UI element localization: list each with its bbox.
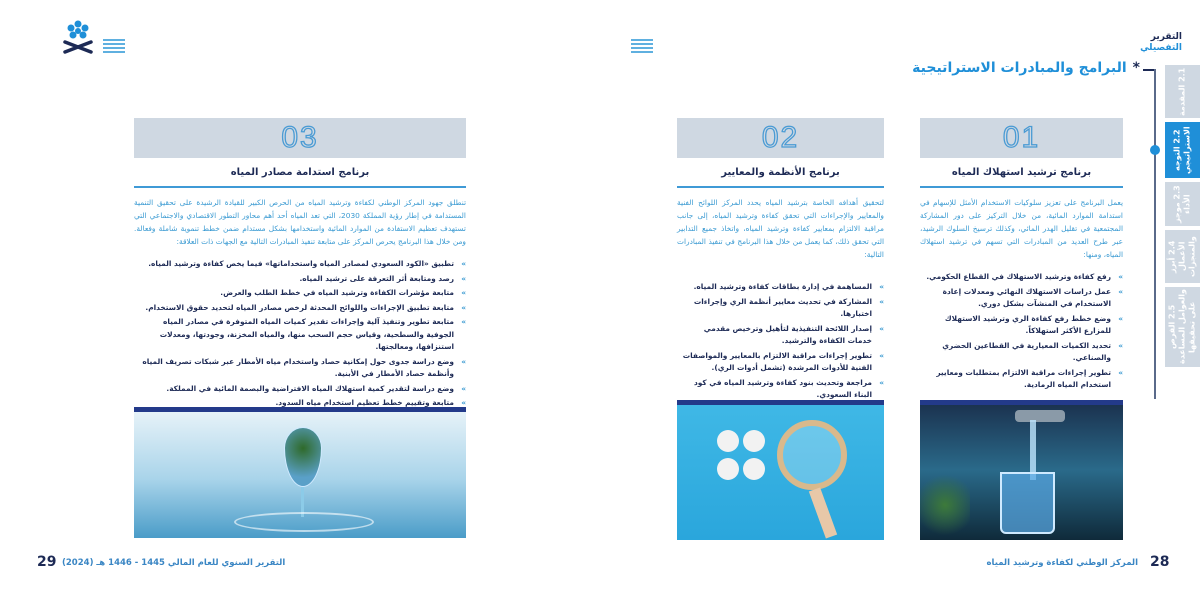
- program-intro: يعمل البرنامج على تعزيز سلوكيات الاستخدام الأمثل للإسهام في استدامة الموارد المائية، من خلال التركيز على دور المشاركة المجتمعية في تقليل الهدر المائي، وكذلك ترسيخ السلوك الرشيد، عبر طرح العديد من المبادرات التي تسهم في ترشيد استهلاك المياه، ومنها:: [920, 198, 1123, 259]
- list-item: » وضع دراسة جدوى حول إمكانية حصاد واستخدام مياه الأمطار عبر شبكات تصريف المياه وأنظمة حصاد الأمطار في الأبنية.: [134, 356, 466, 381]
- program-title: برنامج استدامة مصادر المياه: [134, 167, 466, 188]
- page-title-text: البرامج والمبادرات الاستراتيجية: [912, 60, 1127, 76]
- program-number: 01: [920, 118, 1123, 158]
- tab-strategic-direction[interactable]: 2.2 التوجه الاستراتيجي: [1165, 122, 1200, 178]
- program-number: 02: [677, 118, 884, 158]
- list-item: » وضع دراسة لتقدير كمية استهلاك المياه الافتراضية والبصمة المائية في المملكة.: [134, 383, 466, 396]
- list-item: » متابعة وتقييم خطط تعظيم استخدام مياه السدود.: [134, 397, 466, 410]
- water-drop-tree-image: [134, 407, 466, 538]
- menu-icon[interactable]: [631, 39, 653, 53]
- tab-performance-summary[interactable]: 2.3 موجز الأداء: [1165, 182, 1200, 226]
- program-02: [677, 118, 884, 404]
- list-item: » تحديد الكميات المعيارية في القطاعين الحضري والصناعي.: [920, 340, 1123, 365]
- list-item: » تطوير إجراءات مراقبة الالتزام بالمعايير والمواصفات الفنية للأدوات المرشدة (تشمل أدوات الري).: [677, 350, 884, 375]
- faucet-glass-image: [920, 400, 1123, 540]
- tab-introduction[interactable]: 2.1 المقدمة: [1165, 65, 1200, 118]
- list-item: » تطوير إجراءات مراقبة الالتزام بمتطلبات ومعايير استخدام المياه الرمادية.: [920, 367, 1123, 392]
- list-item: » إصدار اللائحة التنفيذية لتأهيل وترخيص مقدمي خدمات الكفاءة والترشيد.: [677, 323, 884, 348]
- timeline-dot: [1150, 145, 1160, 155]
- list-item: » المساهمة في إدارة بطاقات كفاءة وترشيد المياه.: [677, 281, 884, 294]
- list-item: » رصد ومتابعة أثر التعرفة على ترشيد المياه.: [134, 273, 466, 286]
- tab-opportunities[interactable]: 2.5 الفرص والعوامل المساعدة على تحقيقها: [1165, 287, 1200, 367]
- page-number-right: 28: [1150, 554, 1170, 570]
- page-title: [912, 60, 1140, 76]
- section-label: [1140, 32, 1182, 54]
- list-item: » تطبيق «الكود السعودي لمصادر المياه واستخداماتها» فيما يخص كفاءة وترشيد المياه.: [134, 258, 466, 271]
- program-03: [134, 118, 466, 412]
- list-item: » متابعة تطوير وتنفيذ آلية وإجراءات تقدير كميات المياه المتوفرة في مصادر المياه الجوفية والسطحية، وقياس حجم السحب منها، والمياه المخزنة، وجودتها، ومعدلات استنزافها، ومعالجتها.: [134, 316, 466, 354]
- list-item: » مراجعة وتحديث بنود كفاءة وترشيد المياه في كود البناء السعودي.: [677, 377, 884, 402]
- menu-icon[interactable]: [103, 39, 125, 53]
- star-icon: *: [1132, 60, 1140, 76]
- program-title: برنامج الأنظمة والمعايير: [677, 167, 884, 188]
- program-intro: لتحقيق أهدافه الخاصة بترشيد المياه يحدد المركز اللوائح الفنية والمعايير والإجراءات التي تحقق كفاءة وترشيد المياه، إلى جانب مراقبة الالتزام بمعايير كفاءة وترشيد المياه، واتخاذ جميع التدابير التي تحقق ذلك، كما يعمل من خلال هذا البرنامج في تنفيذ المبادرات التالية:: [677, 198, 884, 259]
- list-item: » عمل دراسات الاستهلاك النهائي ومعدلات إعادة الاستخدام في المنشآت بشكل دوري.: [920, 286, 1123, 311]
- program-title: برنامج ترشيد استهلاك المياه: [920, 167, 1123, 188]
- list-item: » وضع خطط رفع كفاءة الري وترشيد الاستهلاك للمزارع الأكثر استهلاكاً.: [920, 313, 1123, 338]
- initiatives-list: [134, 258, 466, 410]
- section-label-line2: التفصيلي: [1140, 43, 1182, 53]
- tab-achievements[interactable]: 2.4 أبرز الأعمال والمنجزات: [1165, 230, 1200, 283]
- footer-text-left: التقرير السنوي للعام المالي 1445 - 1446 هـ (2024): [62, 558, 286, 568]
- list-item: » متابعة تطبيق الإجراءات واللوائح المحدثة لرخص مصادر المياه لتحديد حقوق الاستخدام.: [134, 302, 466, 315]
- initiatives-list: [677, 281, 884, 402]
- footer-text-right: المركز الوطني لكفاءة وترشيد المياه: [986, 558, 1138, 568]
- initiatives-list: [920, 271, 1123, 392]
- program-01: [920, 118, 1123, 394]
- list-item: » رفع كفاءة وترشيد الاستهلاك في القطاع الحكومي.: [920, 271, 1123, 284]
- program-intro: تنطلق جهود المركز الوطني لكفاءة وترشيد المياه من الحرص الكبير للقيادة الرشيدة على تحقيق التنمية المستدامة في إطار رؤية المملكة 2030، التي تعد المياه أحد أهم محاور التطور الاقتصادي والاجتماعي التي تستهدف تعظيم الاستفادة من الموارد المائية واستخدامها بشكل مستدام ضمن خطط تنموية شاملة وفعالة. ومن خلال هذا البرنامج يحرص المركز على متابعة تنفيذ المبادرات التالية مع الجهات ذات العلاقة:: [134, 198, 466, 246]
- timeline-line: [1154, 69, 1156, 399]
- section-label-line1: التقرير: [1150, 32, 1182, 42]
- list-item: » المشاركة في تحديث معايير أنظمة الري وإجراءات اختبارها.: [677, 296, 884, 321]
- program-number: 03: [134, 118, 466, 158]
- page-number-left: 29: [37, 554, 57, 570]
- logo: [62, 18, 94, 56]
- list-item: » متابعة مؤشرات الكفاءة وترشيد المياه في خطط الطلب والعرض.: [134, 287, 466, 300]
- checklist-magnifier-image: [677, 400, 884, 540]
